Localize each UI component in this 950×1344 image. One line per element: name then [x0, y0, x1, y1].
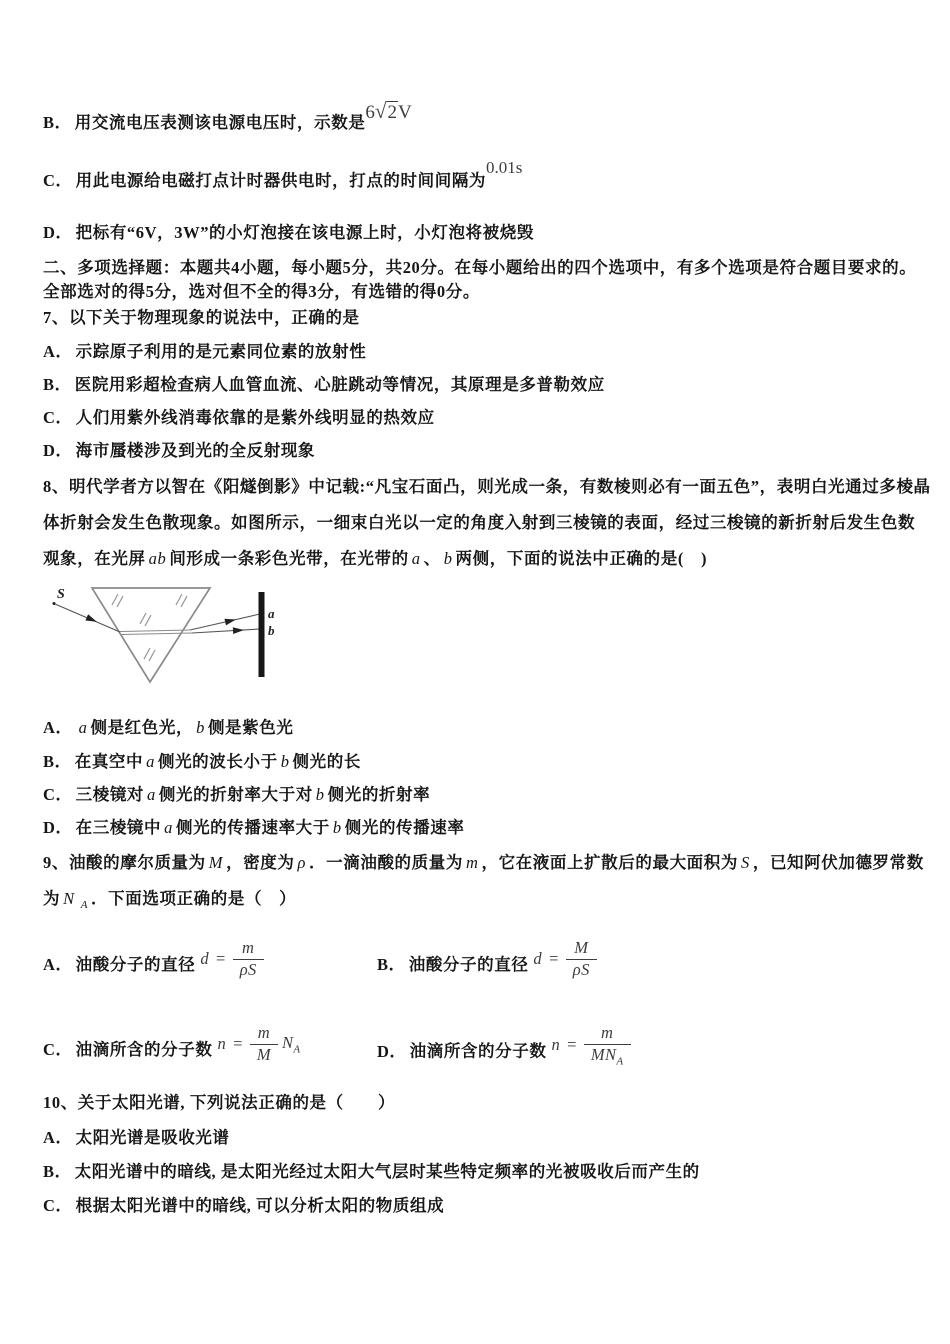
stem-text: 为	[43, 889, 61, 908]
option-text: 用交流电压表测该电源电压时，示数是	[74, 113, 366, 132]
q7-option-a	[43, 340, 366, 365]
q8-stem-line3	[43, 547, 707, 572]
option-letter: B．	[43, 113, 72, 132]
option-letter: C．	[43, 171, 73, 190]
option-text: 油滴所含的分子数	[409, 1041, 547, 1061]
sub-A: A	[80, 899, 89, 912]
prism-triangle	[92, 588, 210, 682]
q9-option-c	[43, 1023, 301, 1072]
option-letter: B．	[377, 954, 406, 974]
var-m: m	[465, 853, 479, 872]
var-N-subscript	[78, 899, 91, 911]
denominator: ρS	[572, 959, 590, 979]
var-a: a	[411, 549, 421, 568]
incident-ray-arrowhead	[85, 614, 98, 625]
den-vars: MN	[590, 1044, 617, 1064]
q9-stem-line2	[43, 887, 296, 914]
var-b: b	[196, 718, 205, 737]
q6-option-c	[43, 158, 523, 194]
option-text: 油酸分子的直径	[408, 954, 529, 974]
q9-option-b	[377, 938, 597, 987]
q8-option-c	[43, 783, 430, 808]
option-letter: A．	[43, 718, 73, 737]
formula-n-m-over-M-NA	[217, 1023, 300, 1065]
ray-a-arrowhead	[224, 616, 236, 625]
formula-unit: V	[397, 102, 412, 123]
option-letter: C．	[43, 1039, 73, 1059]
var-b: b	[443, 549, 453, 568]
option-letter: D．	[43, 441, 73, 460]
option-text: 海市蜃楼涉及到光的全反射现象	[75, 441, 316, 460]
fraction	[233, 938, 264, 980]
option-text: 侧光的长	[292, 752, 361, 771]
avogadro-symbol	[278, 1031, 301, 1058]
stem-text: ，已知阿伏加德罗常数	[752, 853, 924, 872]
sub-A: A	[293, 1043, 301, 1056]
q9-option-a	[43, 938, 264, 987]
var-N: N	[63, 889, 75, 908]
section-2-header-line1: 二、多项选择题：本题共4小题，每小题5分，共20分。在每小题给出的四个选项中，有多个选项是符合题目要求的。	[43, 258, 917, 277]
formula-lhs: d	[533, 948, 543, 968]
q10-option-a	[43, 1126, 230, 1151]
fraction	[250, 1023, 278, 1065]
q9-stem-line1	[43, 851, 924, 876]
var-b: b	[315, 785, 325, 804]
formula-d-m-over-rhoS	[200, 938, 263, 980]
stem-text: ，它在液面上扩散后的最大面积为	[481, 853, 738, 872]
var-b: b	[280, 752, 290, 771]
option-text: 在真空中	[74, 752, 144, 771]
refracted-ray-b	[192, 629, 260, 633]
var-rho: ρ	[297, 853, 307, 872]
var-a: a	[146, 752, 155, 771]
option-text: 人们用紫外线消毒依靠的是紫外线明显的热效应	[75, 408, 435, 427]
q7-stem: 7、以下关于物理现象的说法中，正确的是	[43, 308, 360, 327]
q10-option-b	[43, 1160, 700, 1185]
option-text: 油酸分子的直径	[75, 954, 196, 974]
option-letter: A．	[43, 954, 73, 974]
numerator: m	[233, 938, 264, 960]
option-letter: D．	[377, 1041, 407, 1061]
q7-option-b	[43, 373, 605, 398]
formula-lhs: n	[217, 1033, 227, 1053]
formula-time-interval: 0.01s	[486, 158, 523, 177]
option-text: 太阳光谱是吸收光谱	[75, 1128, 230, 1147]
refracted-ray-a	[190, 614, 260, 630]
option-text: 侧光的折射率大于对	[158, 785, 313, 804]
q6-option-b	[43, 99, 412, 138]
var-M: M	[208, 853, 224, 872]
option-letter: B．	[43, 1162, 72, 1181]
numerator: M	[566, 938, 597, 960]
stem-text: ，密度为	[226, 853, 295, 872]
q8-stem-line2: 体折射会发生色散现象。如图所示，一细束白光以一定的角度入射到三棱镜的表面，经过三梭镜的新折射后发生色数	[43, 513, 916, 532]
q8-stem-line1: 8、明代学者方以智在《阳燧倒影》中记载:“凡宝石面凸，则光成一条，有数棱则必有一面五色”，表明白光通过多棱晶	[43, 477, 931, 496]
equals-sign: =	[233, 1033, 243, 1053]
stem-text: 、	[423, 549, 441, 568]
q8-option-b	[43, 750, 361, 775]
stem-text: 两侧，下面的说法中正确的是( )	[455, 549, 708, 568]
ray-b-arrowhead	[233, 627, 244, 634]
equals-sign: =	[549, 948, 559, 968]
formula-coefficient: 6	[365, 102, 375, 123]
q8-option-a	[43, 716, 293, 741]
internal-ray-upper	[120, 630, 190, 632]
stem-text: 9、油酸的摩尔质量为	[43, 853, 206, 872]
option-text: 侧是紫色光	[207, 718, 294, 737]
denominator: ρS	[239, 959, 257, 979]
formula-lhs: n	[551, 1035, 561, 1055]
stem-text: ．下面选项正确的是（ ）	[91, 889, 297, 908]
q7-option-c	[43, 406, 435, 431]
var-b: b	[332, 818, 342, 837]
option-letter: C．	[43, 1196, 73, 1215]
equals-sign: =	[567, 1035, 577, 1055]
var-a: a	[164, 818, 173, 837]
denominator: M	[256, 1044, 271, 1064]
q7-option-d	[43, 439, 315, 464]
option-text: 用此电源给电磁打点计时器供电时，打点的时间间隔为	[75, 171, 487, 190]
option-text: 油滴所含的分子数	[75, 1039, 213, 1059]
option-letter: A．	[43, 1128, 73, 1147]
option-text: 侧光的传播速率	[344, 818, 465, 837]
var-S: S	[740, 853, 750, 872]
screen-label-a: a	[268, 606, 275, 621]
option-text: 示踪原子利用的是元素同位素的放射性	[75, 342, 367, 361]
stem-text: ．一滴油酸的质量为	[309, 853, 463, 872]
var-a: a	[78, 718, 88, 737]
option-text: 侧光的折射率	[327, 785, 431, 804]
var-N: N	[281, 1032, 294, 1052]
option-text: 医院用彩超检查病人血管血流、心脏跳动等情况，其原理是多普勒效应	[74, 375, 605, 394]
formula-n-m-over-MNA	[551, 1023, 630, 1069]
q6-option-d	[43, 221, 534, 246]
option-text: 在三棱镜中	[75, 818, 162, 837]
option-text: 侧光的波长小于	[157, 752, 278, 771]
option-text: 侧光的传播速率大于	[175, 818, 330, 837]
option-letter: B．	[43, 752, 72, 771]
option-text: 根据太阳光谱中的暗线, 可以分析太阳的物质组成	[75, 1196, 445, 1215]
option-letter: C．	[43, 408, 73, 427]
option-text: 三棱镜对	[75, 785, 145, 804]
var-ab: ab	[148, 549, 167, 568]
option-letter: B．	[43, 375, 72, 394]
glass-hatch-marks	[112, 594, 187, 661]
option-letter: C．	[43, 785, 73, 804]
fraction	[584, 1023, 631, 1069]
prism-dispersion-diagram	[40, 582, 288, 702]
formula-6-sqrt2-volts	[365, 99, 412, 123]
screen-label-b: b	[268, 623, 275, 638]
option-letter: D．	[43, 818, 73, 837]
radicand: 2	[387, 102, 397, 123]
formula-d-M-over-rhoS	[533, 938, 596, 980]
screen-bar	[259, 592, 265, 677]
sub-A: A	[616, 1054, 624, 1067]
denominator	[584, 1045, 631, 1069]
equals-sign: =	[215, 948, 226, 968]
stem-text: 观象，在光屏	[43, 549, 146, 568]
fraction	[566, 938, 597, 980]
option-text: 把标有“6V，3W”的小灯泡接在该电源上时，小灯泡将被烧毁	[75, 223, 534, 242]
option-letter: D．	[43, 223, 73, 242]
radical-sign: √	[374, 99, 387, 123]
q9-option-d	[377, 1023, 631, 1076]
q10-stem: 10、关于太阳光谱, 下列说法正确的是（ ）	[43, 1093, 396, 1112]
section-2-header-line2: 全部选对的得5分，选对但不全的得3分，有选错的得0分。	[43, 282, 480, 301]
q10-option-c	[43, 1194, 444, 1219]
option-text: 侧是红色光，	[90, 718, 194, 737]
q8-option-d	[43, 816, 464, 841]
formula-lhs: d	[200, 948, 209, 968]
stem-text: 间形成一条彩色光带，在光带的	[169, 549, 409, 568]
var-a: a	[147, 785, 156, 804]
option-text: 太阳光谱中的暗线, 是太阳光经过太阳大气层时某些特定频率的光被吸收后而产生的	[74, 1162, 700, 1181]
numerator: m	[250, 1023, 278, 1045]
option-letter: A．	[43, 342, 73, 361]
numerator: m	[584, 1023, 631, 1045]
light-source-label: S	[57, 587, 65, 602]
